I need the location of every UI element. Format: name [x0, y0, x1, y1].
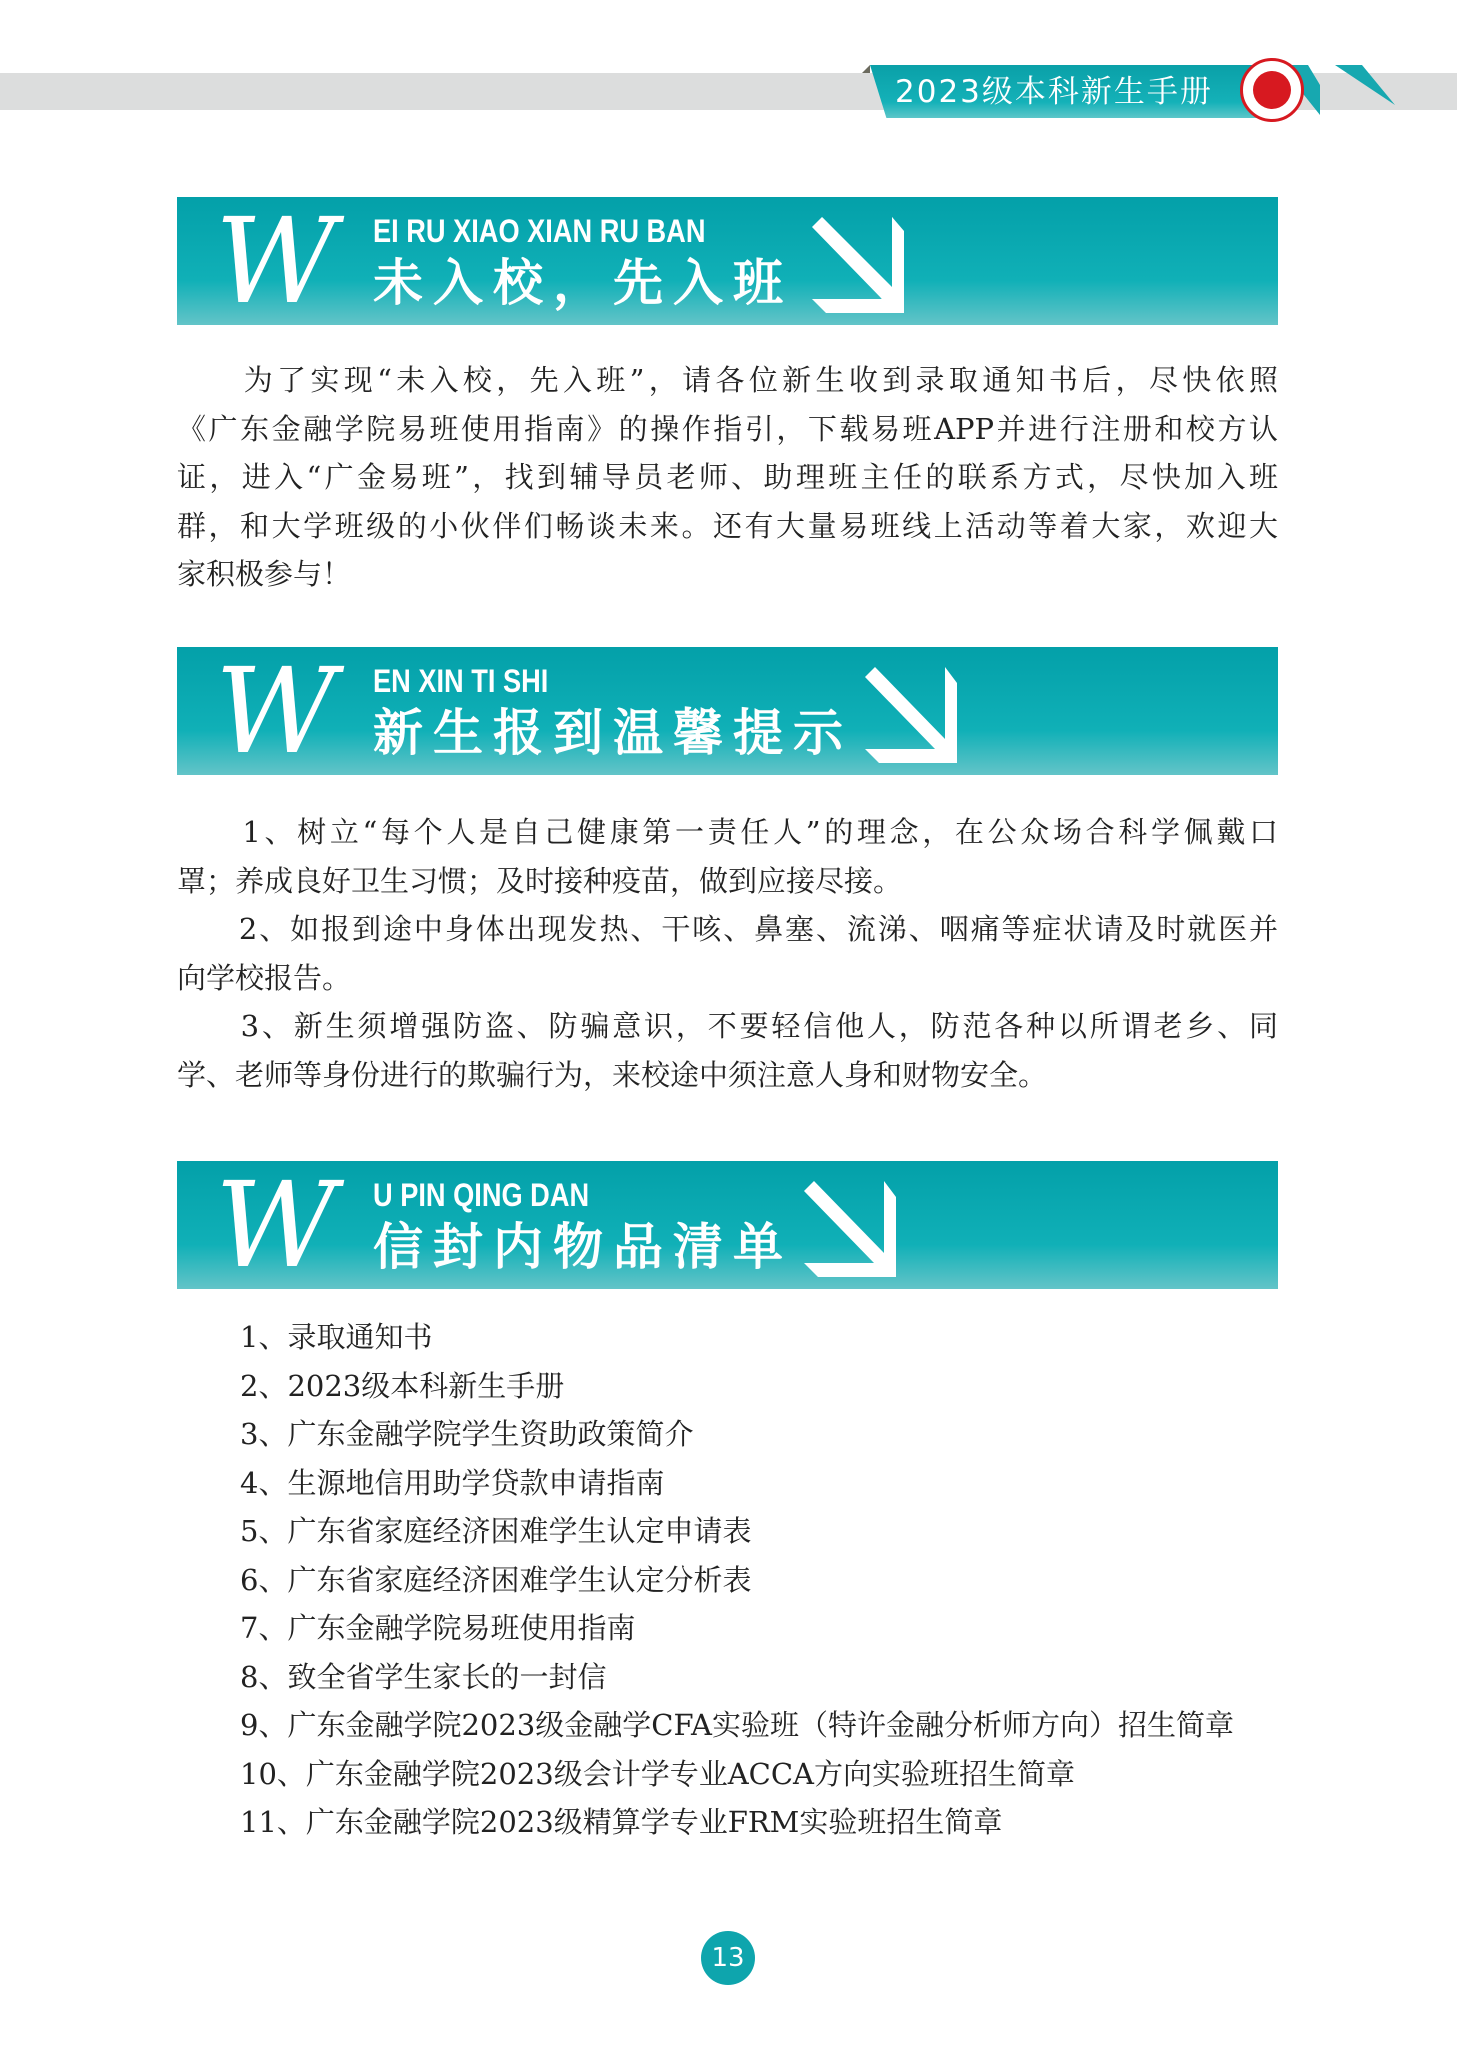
list-item: 11、广东金融学院2023级精算学专业FRM实验班招生简章: [240, 1805, 1003, 1839]
paragraph-line: 学、老师等身份进行的欺骗行为，来校途中须注意人身和财物安全。: [177, 1057, 1048, 1092]
decorative-w-letter: W: [215, 642, 337, 780]
section-pinyin: U PIN QING DAN: [373, 1177, 590, 1213]
section-pinyin: EN XIN TI SHI: [373, 663, 549, 699]
paragraph-line: 群，和大学班级的小伙伴们畅谈未来。还有大量易班线上活动等着大家，欢迎大: [177, 508, 1278, 543]
paragraph-line: 证，进入“广金易班”，找到辅导员老师、助理班主任的联系方式，尽快加入班: [177, 460, 1278, 494]
section-banner-yiban: [177, 192, 1278, 330]
decorative-w-letter: W: [215, 192, 337, 330]
handbook-title: 2023级本科新生手册: [895, 74, 1213, 110]
section-banner-envelope-items: [177, 1156, 1278, 1294]
section-title: 信封内物品清单: [373, 1218, 793, 1276]
paragraph-line: 《广东金融学院易班使用指南》的操作指引，下载易班APP并进行注册和校方认: [177, 411, 1278, 446]
section-banner-tips: [177, 642, 1278, 780]
list-item: 4、生源地信用助学贷款申请指南: [240, 1465, 665, 1500]
paragraph-line: 罩；养成良好卫生习惯；及时接种疫苗，做到应接尽接。: [177, 863, 903, 898]
arrow-down-right-icon: [812, 217, 904, 313]
list-item: 6、广东省家庭经济困难学生认定分析表: [240, 1562, 752, 1597]
list-item: 7、广东金融学院易班使用指南: [240, 1611, 636, 1645]
paragraph-line: 家积极参与！: [177, 557, 352, 591]
paragraph-line: 1、树立“每个人是自己健康第一责任人”的理念，在公众场合科学佩戴口: [177, 815, 1278, 849]
list-item: 1、录取通知书: [240, 1320, 433, 1354]
arrow-down-right-icon: [804, 1181, 896, 1277]
section-pinyin: EI RU XIAO XIAN RU BAN: [373, 213, 706, 249]
envelope-items-list: [240, 1313, 1234, 1847]
list-item: 9、广东金融学院2023级金融学CFA实验班（特许金融分析师方向）招生简章: [240, 1708, 1234, 1742]
list-item: 3、广东金融学院学生资助政策简介: [240, 1417, 694, 1451]
list-item: 2、2023级本科新生手册: [240, 1368, 565, 1403]
page-number: 13: [701, 1931, 755, 1985]
list-item: 8、致全省学生家长的一封信: [240, 1659, 607, 1694]
section-title: 新生报到温馨提示: [373, 704, 853, 762]
list-item: 10、广东金融学院2023级会计学专业ACCA方向实验班招生简章: [240, 1756, 1075, 1791]
decorative-w-letter: W: [215, 1156, 337, 1294]
list-item: 5、广东省家庭经济困难学生认定申请表: [240, 1514, 752, 1548]
paragraph-line: 3、新生须增强防盗、防骗意识，不要轻信他人，防范各种以所谓老乡、同: [177, 1009, 1278, 1043]
ribbon-fold: [862, 65, 870, 73]
paragraph-line: 向学校报告。: [177, 960, 352, 995]
section-tips-body: [177, 808, 1278, 1099]
university-seal-logo: [1240, 58, 1304, 122]
paragraph-line: 为了实现“未入校，先入班”，请各位新生收到录取通知书后，尽快依照: [177, 363, 1278, 397]
section-title: 未入校，先入班: [373, 254, 793, 312]
paragraph-line: 2、如报到途中身体出现发热、干咳、鼻塞、流涕、咽痛等症状请及时就医并: [177, 912, 1278, 946]
arrow-down-right-icon: [865, 667, 957, 763]
section-yiban-body: [177, 356, 1278, 599]
